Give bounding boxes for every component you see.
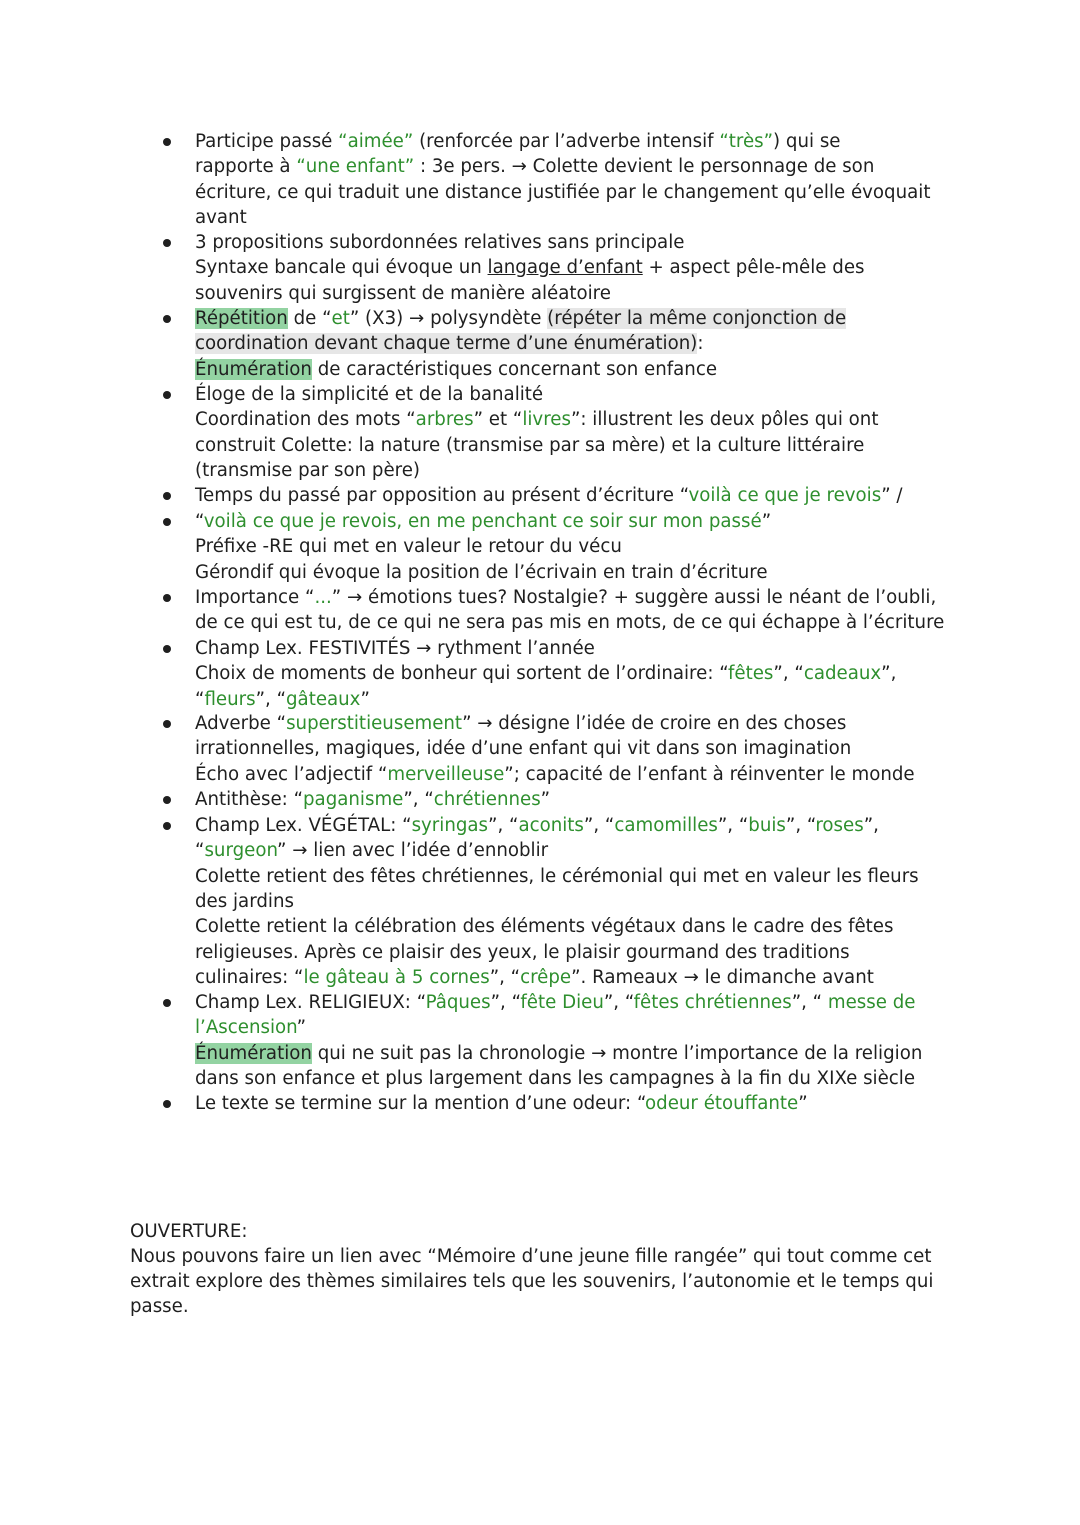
bullet-text-line [195,711,955,736]
text-segment: de ce qui est tu, de ce qui ne sera pas mis en mots, de ce qui échappe à l’écriture [195,612,945,634]
bullet-text-line [195,636,955,661]
bullet-text-line [195,813,955,838]
text-segment: Colette retient la célébration des éléments végétaux dans le cadre des fêtes [195,916,894,938]
bullet-dot [163,138,171,146]
highlighted-term: Énumération [195,1042,312,1064]
bullet-text-line [195,458,955,483]
text-segment: ” → lien avec l’idée d’ennoblir [277,840,549,862]
bullet-text-line [195,509,955,534]
bullet-dot [163,594,171,602]
bullet-text-line [195,205,955,230]
bullet-text-line [195,687,955,712]
text-segment: Gérondif qui évoque la position de l’écrivain en train d’écriture [195,561,768,583]
quote-text: livres [522,409,571,431]
bullet-text-line [195,1015,955,1040]
text-segment: ” [360,688,370,710]
text-segment: VÉGÉTAL: “ [302,815,412,836]
text-segment: ”: illustrent les deux pôles qui ont [570,409,879,431]
quote-text: Pâques [425,992,491,1013]
text-segment: ”, “ [490,992,521,1013]
bold-term: Adverbe [195,713,271,734]
text-segment: dans son enfance et plus largement dans les campagnes à la fin du XIXe siècle [195,1067,916,1089]
quote-text: camomilles [614,815,718,836]
highlighted-term: Répétition [195,308,288,329]
bullet-text-line [195,331,955,356]
bullet-dot [163,391,171,399]
bold-term: l’adjectif [293,763,373,785]
text-segment: de “ [287,308,332,329]
quote-text: l’Ascension [195,1017,297,1039]
quote-text: merveilleuse [387,763,505,785]
bullet-text-line [195,864,955,889]
text-segment: ”, “ [583,815,615,836]
text-segment: ” (X3) → polysyndète [349,308,548,329]
text-segment: ” → émotions tues? Nostalgie? + suggère aussi le néant de l’oubli, [331,587,937,608]
bullet-text-line [195,762,955,787]
bullet-text-line [195,357,955,382]
bullet-text-line [195,255,955,280]
bold-term: Coordination [195,409,312,431]
text-segment: qui ne suit pas la chronologie → montre l’importance de la religion [311,1042,923,1064]
text-segment: ” et “ [473,409,523,431]
text-segment: ”, “ [791,992,828,1013]
text-segment: Colette retient des fêtes chrétiennes, le cérémonial qui met en valeur les fleurs [195,865,919,887]
ouverture-line: passe. [130,1296,189,1317]
text-segment: ” [798,1093,808,1114]
bullet-text-line [195,736,955,761]
bullet-text-line [195,407,955,432]
text-segment: culinaires: “ [195,966,304,988]
text-segment: (transmise par son père) [195,459,421,481]
bullet-dot [163,645,171,653]
quote-text: syringas [411,815,489,836]
bullet-text-line [195,433,955,458]
quote-text: fêtes [728,663,774,685]
quote-text: chrétiennes [433,789,541,810]
quote-text: superstitieusement [286,713,463,734]
text-segment: “ [270,713,287,734]
bullet-text-line [195,129,955,154]
bullet-dot [163,1100,171,1108]
quote-text: roses [815,815,864,836]
text-segment: irrationnelles, magiques, idée d’une enfant qui vit dans son imagination [195,738,852,760]
text-segment: religieuses. Après ce plaisir des yeux, le plaisir gourmand des traditions [195,941,850,963]
bullet-text-line [195,1066,955,1091]
text-segment: écriture, ce qui traduit une distance justifiée par le changement qu’elle évoquait [195,181,931,203]
text-segment: “ [372,763,388,785]
bullet-dot [163,720,171,728]
bullet-text-line [195,306,955,331]
text-segment: coordination devant chaque terme d’une énumération) [195,333,698,355]
text-segment: : “ [281,789,304,810]
bullet-text-line [195,889,955,914]
bullet-dot [163,999,171,1007]
bold-term: Préfixe [195,536,257,558]
quote-text: fleurs [204,688,256,710]
bullet-dot [163,492,171,500]
text-segment: “ [195,840,205,862]
bullet-text-line [195,154,955,179]
quote-text: fêtes chrétiennes [633,992,792,1013]
text-segment: ”, “ [489,966,521,988]
bullet-text-line [195,560,955,585]
bullet-text-line [195,483,955,508]
text-segment: Choix de moments de bonheur qui sortent de l’ordinaire: “ [195,663,729,685]
bullet-dot [163,518,171,526]
bullet-text-line [195,990,955,1015]
text-segment: “ [195,511,204,532]
bullet-text-line [195,534,955,559]
quote-text: “très” [719,131,774,152]
bullet-text-line [195,1091,955,1116]
text-segment: ”, “ [603,992,634,1013]
bold-term: adverbe intensif [565,131,714,152]
text-segment: ” [296,1017,307,1039]
text-segment: ) qui se [773,131,841,152]
quote-text: surgeon [204,840,277,862]
ouverture-line: Nous pouvons faire un lien avec “Mémoire d’une jeune fille rangée” qui tout comme cet [130,1246,932,1267]
text-segment: ”; capacité de l’enfant à réinventer le monde [504,763,915,785]
quote-text: cadeaux [803,663,882,685]
text-segment: ”, [881,663,897,685]
text-segment: ” / [881,485,903,506]
text-segment: Écho avec [195,763,294,785]
quote-text: buis [748,815,786,836]
quote-text: messe de [827,992,916,1013]
text-segment: “ [195,688,205,710]
text-segment: RELIGIEUX: “ [302,992,426,1013]
bullet-text-line [195,787,955,812]
bullet-dot [163,315,171,323]
bullet-text-line [195,382,955,407]
bullet-text-line [195,914,955,939]
text-segment: construit Colette: la nature (transmise par sa mère) et la culture littéraire [195,434,865,456]
quote-text: gâteaux [286,688,361,710]
bold-term: Champ Lex. [195,815,303,836]
text-segment: Le texte se termine sur la mention d’une odeur: “ [195,1093,646,1114]
quote-text: le gâteau à 5 cornes [303,966,490,988]
quote-text: “aimée” [338,131,414,152]
text-segment: rapporte à [195,156,297,178]
text-segment: + aspect pêle-mêle des [642,257,865,279]
quote-text: “une enfant” [296,156,415,178]
text-segment: langage d’enfant [487,257,643,279]
text-segment: ” [540,789,551,810]
text-segment: ”, [863,815,879,836]
text-segment: ”. Rameaux → le dimanche avant [571,966,874,988]
bullet-text-line [195,838,955,863]
bullet-text-line [195,940,955,965]
text-segment: ”, “ [488,815,519,836]
bullet-dot [163,822,171,830]
text-segment: Importance “ [195,587,315,608]
quote-text: odeur étouffante [645,1093,799,1114]
text-segment: (renforcée par l’ [413,131,566,152]
ouverture-line: extrait explore des thèmes similaires tels que les souvenirs, l’autonomie et le temps qui [130,1271,934,1292]
text-segment: des jardins [195,890,294,912]
text-segment: Éloge de la simplicité et de la banalité [195,384,544,405]
bullet-text-line [195,1041,955,1066]
text-segment: ”, “ [403,789,434,810]
text-segment: ”, “ [717,815,749,836]
quote-text: aconits [518,815,584,836]
bold-term: Participe passé [195,131,333,152]
text-segment: Temps du passé par opposition au présent d’écriture “ [195,485,689,506]
bullet-text-line [195,965,955,990]
bullet-text-line [195,610,955,635]
text-segment: des mots “ [311,409,416,431]
text-segment: ”, “ [773,663,804,685]
text-segment: de caractéristiques concernant son enfance [311,358,718,380]
text-segment: souvenirs qui surgissent de manière aléatoire [195,282,611,304]
quote-text: arbres [415,409,474,431]
bullet-text-line [195,180,955,205]
bullet-dot [163,796,171,804]
highlighted-term: Énumération [195,358,312,380]
quote-text: voilà ce que je revois, en me penchant ce soir sur mon passé [203,511,762,532]
text-segment: : 3e pers. → Colette devient le personnage de son [414,156,875,178]
bold-term: Champ Lex. [195,638,303,659]
text-segment: ” → désigne l’idée de croire en des choses [462,713,847,734]
text-segment: Syntaxe bancale qui évoque un [195,257,488,279]
bold-term: 3 propositions subordonnées relatives sans principale [195,232,685,253]
bold-term: Champ Lex. [195,992,303,1013]
quote-text: fête Dieu [520,992,604,1013]
text-segment: (répéter la même conjonction de [547,308,847,329]
text-segment: : [697,333,704,355]
quote-text: voilà ce que je revois [688,485,882,506]
bullet-text-line [195,281,955,306]
text-segment: -RE qui met en valeur le retour du vécu [256,536,622,558]
bullet-text-line [195,585,955,610]
bold-term: Antithèse [195,789,282,810]
quote-text: paganisme [303,789,404,810]
quote-text: et [331,308,350,329]
quote-text: ... [314,587,332,608]
bullet-text-line [195,230,955,255]
bullet-dot [163,239,171,247]
quote-text: crêpe [520,966,572,988]
text-segment: avant [195,206,247,228]
text-segment: FESTIVITÉS → rythment l’année [302,638,595,659]
text-segment: ” [761,511,772,532]
text-segment: ”, “ [255,688,286,710]
ouverture-title: OUVERTURE: [130,1221,248,1242]
bullet-text-line [195,661,955,686]
text-segment: ”, “ [785,815,816,836]
